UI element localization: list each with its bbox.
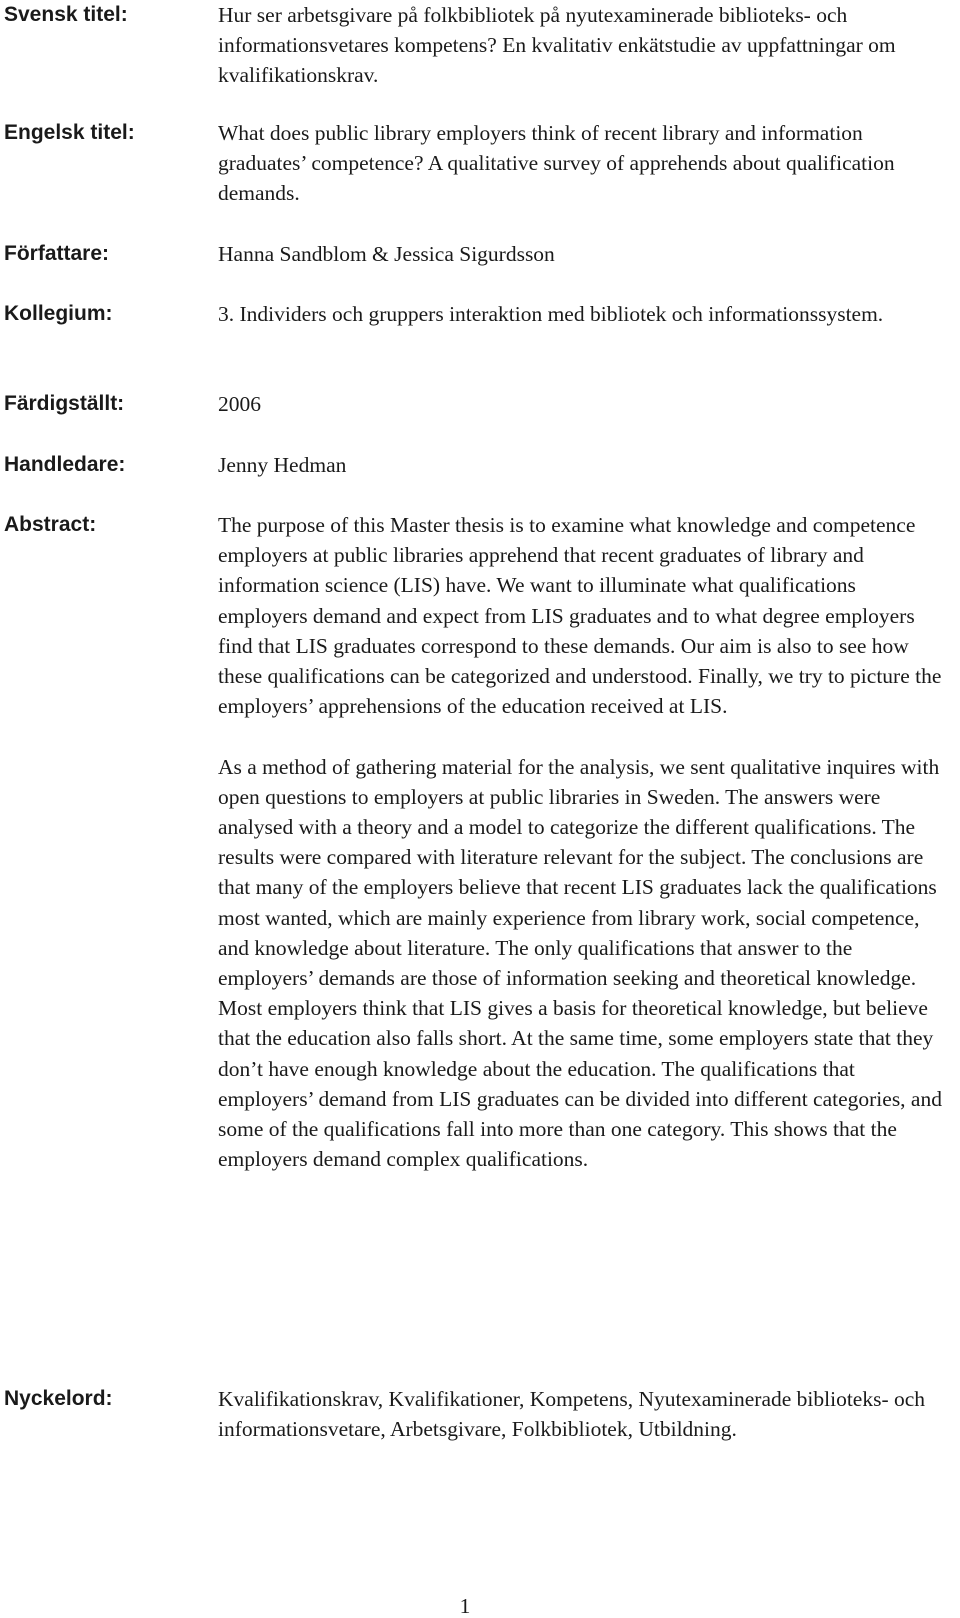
swedish-title-label: Svensk titel: (4, 3, 128, 26)
collegium-label: Kollegium: (4, 302, 113, 325)
page-number: 1 (459, 1594, 471, 1618)
authors-value: Hanna Sandblom & Jessica Sigurdsson (218, 242, 555, 266)
authors-label: Författare: (4, 242, 110, 265)
completed-year: 2006 (218, 392, 261, 416)
abstract-body (218, 510, 943, 1174)
supervisor-label: Handledare: (4, 453, 126, 476)
english-title-label: Engelsk titel: (4, 121, 135, 144)
collegium-value: 3. Individers och gruppers interaktion med bibliotek och informationssystem. (218, 302, 884, 326)
abstract-paragraph: As a method of gathering material for the analysis, we sent qualitative inquires with open questions to employers at public libraries in Sweden. The answers were analysed with a theory and a model to categorize the different qualifications. The results were compared with literature relevant for the subject. The conclusions are that many of the employers believe that recent LIS graduates lack the qualifications most wanted, which are mainly experience from library work, social competence, and knowledge about literature. The only qualifications that answer to the employers’ demands are those of information seeking and theoretical knowledge. Most employers think that LIS gives a basis for theoretical knowledge, but believe that the education also falls short. At the same time, some employers state that they don’t have enough knowledge about the education. The qualifications that employers’ demand from LIS graduates can be divided into different categories, and some of the qualifications fall into more than one category. This shows that the employers demand complex qualifications. (218, 754, 942, 1172)
supervisor-value: Jenny Hedman (218, 453, 347, 477)
keywords-label: Nyckelord: (4, 1387, 113, 1410)
abstract-paragraph: The purpose of this Master thesis is to examine what knowledge and competence employers at public libraries apprehend that recent graduates of library and information science (LIS) have. We want to illuminate what qualifications employers demand and expect from LIS graduates and to what degree employers find that LIS graduates correspond to these demands. Our aim is also to see how these qualifications can be categorized and understood. Finally, we try to picture the employers’ apprehensions of the education received at LIS. (218, 513, 942, 719)
keywords-value: Kvalifikationskrav, Kvalifikationer, Kompetens, Nyutexaminerade biblioteks- och informationsvetare, Arbetsgivare, Folkbibliotek, Utbildning. (218, 1387, 926, 1442)
english-title-value: What does public library employers think of recent library and information graduates’ competence? A qualitative survey of apprehends about qualification demands. (218, 121, 895, 206)
swedish-title-value: Hur ser arbetsgivare på folkbibliotek på nyutexaminerade biblioteks- och informationsvetares kompetens? En kvalitativ enkätstudie av uppfattningar om kvalifikationskrav. (218, 3, 896, 88)
completed-label: Färdigställt: (4, 392, 125, 415)
abstract-label: Abstract: (4, 513, 97, 536)
